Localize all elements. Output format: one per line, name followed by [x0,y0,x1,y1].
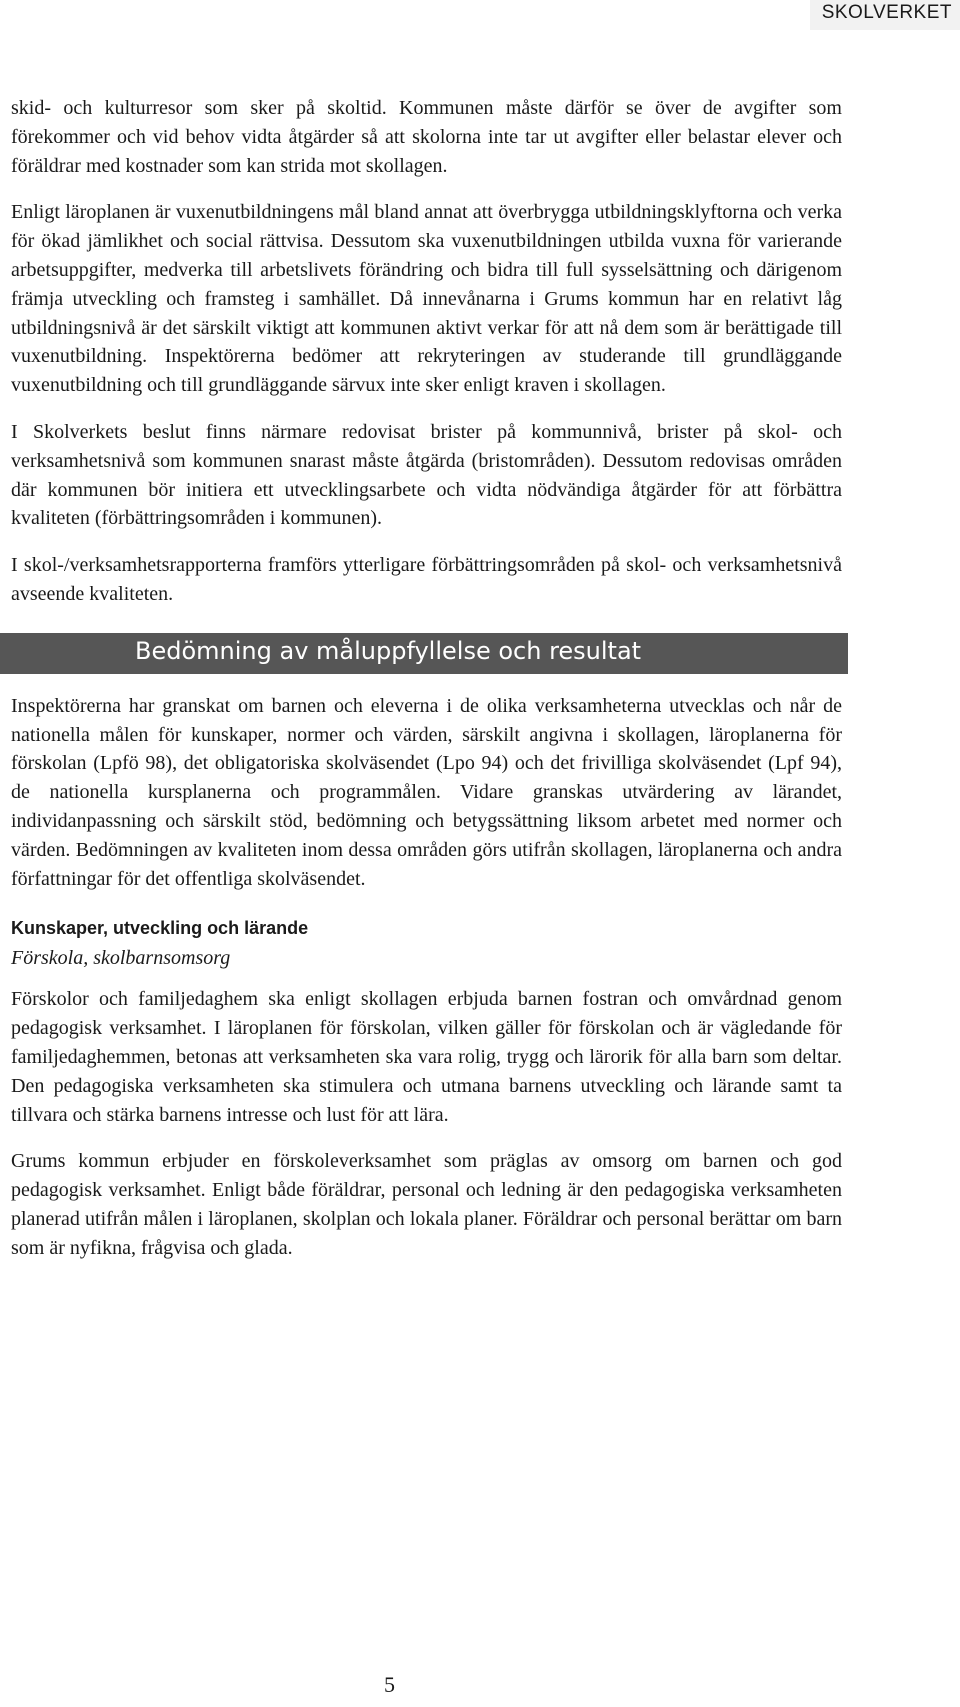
paragraph-decision-summary: I Skolverkets beslut finns närmare redovisat brister på kommunnivå, brister på skol- och verksamhetsnivå som kommunen snarast måste åtgärda (bristområden). Dessutom redovisas områden där kommunen bör initiera ett utvecklingsarbete och vidta nödvändiga åtgärder för att förbättra kvaliteten (förbättringsområden i kommunen). [11,420,842,530]
page-header [810,0,960,30]
subsection-subtitle: Förskola, skolbarnsomsorg [11,947,231,970]
header-brand: SKOLVERKET [821,2,952,23]
paragraph-adult-education: Enligt läroplanen är vuxenutbildningens mål bland annat att överbrygga utbildningsklyftorna och verka för ökad jämlikhet och social rättvisa. Dessutom ska vuxenutbildningen utbilda vuxna för varierande arbetsuppgifter, medverka till arbetslivets förändring och bidra till full sysselsättning och därigenom främja utveckling och framsteg i samhället. Då innevånarna i Grums kommun har en relativt låg utbildningsnivå är det särskilt viktigt att kommunen aktivt verkar för att nå dem som är berättigade till vuxenutbildning. Inspektörerna bedömer att rekryteringen av studerande till grundläggande vuxenutbildning och till grundläggande särvux inte sker enligt kraven i skollagen. [11,201,842,397]
paragraph-grums-preschool: Grums kommun erbjuder en förskoleverksamhet som präglas av omsorg om barnen och god pedagogisk verksamhet. Enligt både föräldrar, personal och ledning är den pedagogiska verksamheten planerad utifrån målen i läroplanen, skolplan och lokala planer. Föräldrar och personal berättar om barn som är nyfikna, frågvisa och glada. [11,1150,842,1259]
section-heading: Bedömning av måluppfyllelse och resultat [135,636,642,665]
document-body [11,94,842,1263]
paragraph-school-reports: I skol-/verksamhetsrapporterna framförs ytterligare förbättringsområden på skol- och verksamhetsnivå avseende kvaliteten. [11,554,842,605]
section-heading-bar [0,633,848,674]
paragraph-assessment-intro: Inspektörerna har granskat om barnen och eleverna i de olika verksamheterna utvecklas och når de nationella målen för kunskaper, normer och värden, särskilt angivna i skollagen, läroplanerna för förskolan (Lpfö 98), det obligatoriska skolväsendet (Lpo 94) och det frivilliga skolväsendet (Lpf 94), de nationella kursplanerna och programmålen. Vidare granskas utvärdering av lärandet, individanpassning och särskilt stöd, bedömning och betygssättning liksom arbetet med normer och värden. Bedömningen av kvaliteten inom dessa områden görs utifrån skollagen, läroplanerna och andra författningar för det offentliga skolväsendet. [11,694,842,890]
page-number: 5 [384,1672,395,1697]
paragraph-fees: skid- och kulturresor som sker på skoltid. Kommunen måste därför se över de avgifter som förekommer och vid behov vidta åtgärder så att skolorna inte tar ut avgifter eller belastar elever och föräldrar med kostnader som kan strida mot skollagen. [11,97,842,177]
subsection-heading: Kunskaper, utveckling och lärande [11,918,309,939]
paragraph-preschool-law: Förskolor och familjedaghem ska enligt skollagen erbjuda barnen fostran och omvårdnad genom pedagogisk verksamhet. I läroplanen för förskolan, vilken gäller för förskolan och är vägledande för familjedaghemmen, betonas att verksamheten ska vara rolig, trygg och lärorik för alla barn som deltar. Den pedagogiska verksamheten ska stimulera och utmana barnens utveckling och lärande samt ta tillvara och stärka barnens intresse och lust för att lära. [11,988,842,1126]
